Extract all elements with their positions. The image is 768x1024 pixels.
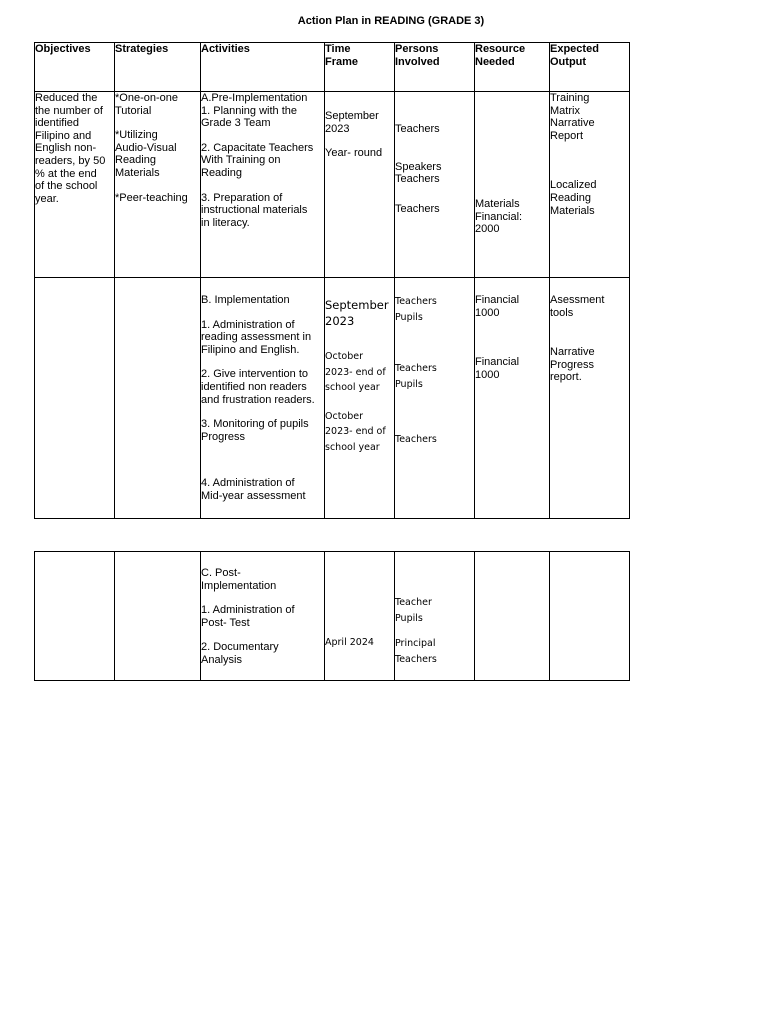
output-cell: Training Matrix Narrative Report Localized Reading Materials (550, 92, 630, 278)
objective-cell: Reduced the the number of identified Filipino and English non- readers, by 50 % at the end of the school year. (35, 92, 115, 278)
output-cell: Asessment tools Narrative Progress report. (550, 278, 630, 519)
persons-cell: Teachers Pupils Teachers Pupils Teachers (395, 278, 475, 519)
strategies-cell: *One-on-one Tutorial *Utilizing Audio-Visual Reading Materials *Peer-teaching (115, 92, 201, 278)
objective-cell (35, 278, 115, 519)
table-row (35, 92, 630, 278)
table-row (35, 278, 630, 519)
output-cell (550, 552, 630, 681)
resource-cell: Materials Financial: 2000 (475, 92, 550, 278)
action-plan-table (34, 42, 630, 519)
header-time-frame: Time Frame (325, 43, 395, 92)
activities-cell: B. Implementation 1. Administration of reading assessment in Filipino and English. 2. Give intervention to identified non readers and frustration readers. 3. Monitoring of pupils Progress 4. Administration of Mid-year assessment (201, 278, 325, 519)
page-title: Action Plan in READING (GRADE 3) (297, 15, 485, 27)
header-resource-needed: Resource Needed (475, 43, 550, 92)
header-objectives: Objectives (35, 43, 115, 92)
strategies-cell (115, 278, 201, 519)
activities-cell: A.Pre-Implementation 1. Planning with the Grade 3 Team 2. Capacitate Teachers With Training on Reading 3. Preparation of instructional materials in literacy. (201, 92, 325, 278)
header-strategies: Strategies (115, 43, 201, 92)
time-frame-cell: April 2024 (325, 552, 395, 681)
table-row (35, 552, 630, 681)
header-activities: Activities (201, 43, 325, 92)
activities-cell: C. Post- Implementation 1. Administration of Post- Test 2. Documentary Analysis (201, 552, 325, 681)
resource-cell: Financial 1000 Financial 1000 (475, 278, 550, 519)
time-frame-cell: September 2023 October 2023- end of school year October 2023- end of school year (325, 278, 395, 519)
header-expected-output: Expected Output (550, 43, 630, 92)
time-frame-cell: September 2023 Year- round (325, 92, 395, 278)
strategies-cell (115, 552, 201, 681)
persons-cell: Teacher Pupils Principal Teachers (395, 552, 475, 681)
post-implementation-table (34, 551, 630, 681)
objective-cell (35, 552, 115, 681)
header-persons-involved: Persons Involved (395, 43, 475, 92)
header-row (35, 43, 630, 92)
persons-cell: Teachers Speakers Teachers Teachers (395, 92, 475, 278)
resource-cell (475, 552, 550, 681)
